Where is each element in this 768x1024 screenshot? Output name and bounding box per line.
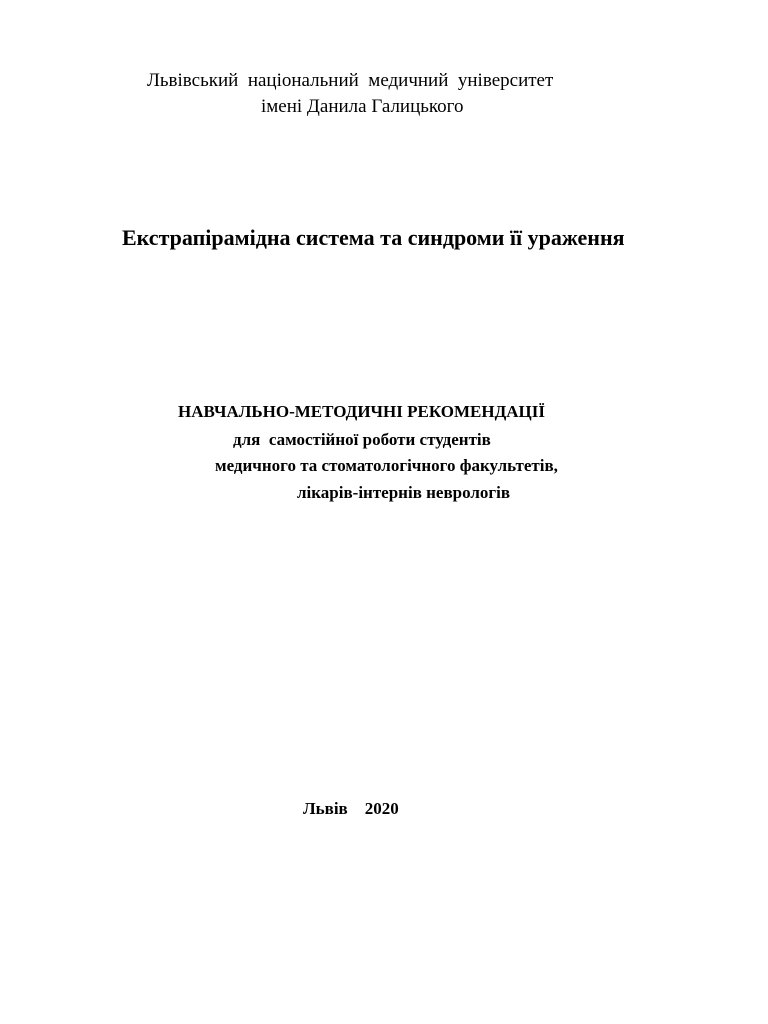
audience-line-3: лікарів-інтернів неврологів	[297, 483, 511, 502]
document-title: Екстрапірамідна система та синдроми її ураження	[122, 225, 625, 250]
institution-name: Львівський національний медичний університет	[147, 70, 554, 91]
audience-line-1: для самостійної роботи студентів	[233, 430, 491, 449]
audience-line-2: медичного та стоматологічного факультетів,	[215, 456, 558, 475]
document-type: НАВЧАЛЬНО-МЕТОДИЧНІ РЕКОМЕНДАЦІЇ	[178, 402, 546, 421]
place-and-year: Львів 2020	[303, 799, 399, 818]
institution-name-continued: імені Данила Галицького	[261, 96, 464, 117]
